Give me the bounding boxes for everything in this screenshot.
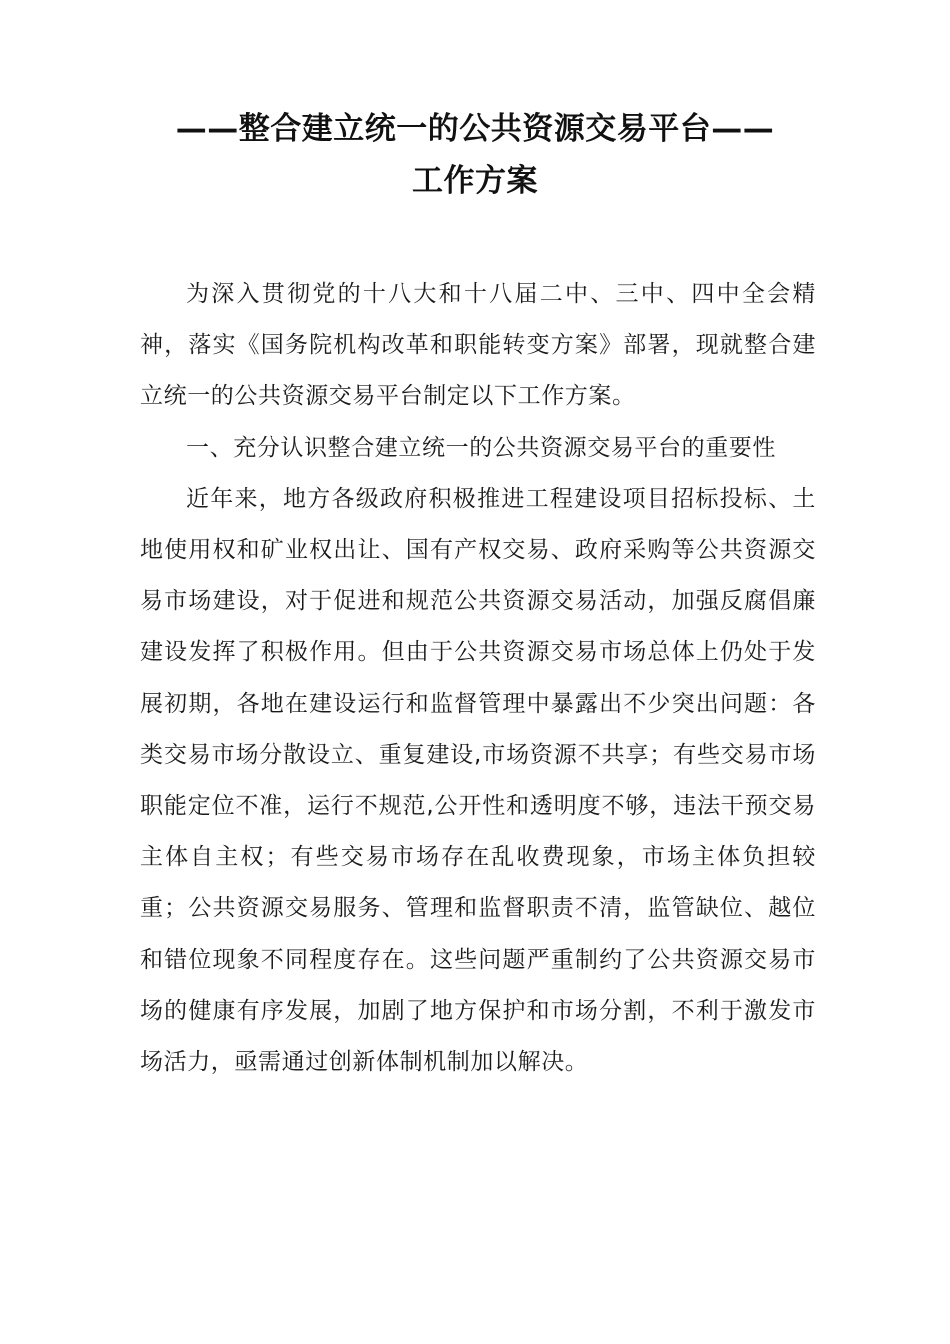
document-title (0, 103, 950, 207)
title-line-1: ——整合建立统一的公共资源交易平台—— (175, 111, 775, 147)
document-body (140, 269, 816, 1088)
title-line-2: 工作方案 (412, 163, 538, 199)
body-paragraph: 近年来，地方各级政府积极推进工程建设项目招标投标、土地使用权和矿业权出让、国有产权交易、政府采购等公共资源交易市场建设，对于促进和规范公共资源交易活动，加强反腐倡廉建设发挥了积极作用。但由于公共资源交易市场总体上仍处于发展初期，各地在建设运行和监督管理中暴露出不少突出问题：各类交易市场分散设立、重复建设,市场资源不共享；有些交易市场职能定位不准，运行不规范,公开性和透明度不够，违法干预交易主体自主权；有些交易市场存在乱收费现象，市场主体负担较重；公共资源交易服务、管理和监督职责不清，监管缺位、越位和错位现象不同程度存在。这些问题严重制约了公共资源交易市场的健康有序发展，加剧了地方保护和市场分割，不利于激发市场活力，亟需通过创新体制机制加以解决。 (140, 485, 816, 1076)
intro-paragraph: 为深入贯彻党的十八大和十八届二中、三中、四中全会精神，落实《国务院机构改革和职能转变方案》部署，现就整合建立统一的公共资源交易平台制定以下工作方案。 (140, 281, 816, 410)
section-heading-1: 一、充分认识整合建立统一的公共资源交易平台的重要性 (186, 434, 776, 461)
